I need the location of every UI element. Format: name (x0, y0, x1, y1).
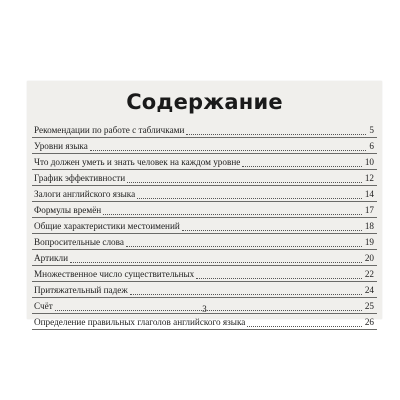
toc-entry-label: Счёт (34, 301, 53, 311)
toc-entry-label: Множественное число существительных (34, 269, 195, 279)
toc-entry (32, 218, 377, 234)
toc-entry-label: Вопросительные слова (34, 237, 124, 247)
toc-entry (32, 154, 377, 170)
toc-entry-label: Общие характеристики местоимений (34, 221, 180, 231)
toc-entry-page: 18 (364, 221, 374, 231)
toc-entry (32, 250, 377, 266)
toc-entry-page: 19 (364, 237, 374, 247)
toc-entry-page: 20 (364, 253, 374, 263)
toc-entry-label: Притяжательный падеж (34, 285, 128, 295)
toc-leader-dots (182, 229, 362, 231)
toc-leader-dots (196, 277, 362, 279)
toc-entry-label: Определение правильных глаголов английского языка (34, 317, 246, 327)
toc-entry-page: 14 (364, 189, 374, 199)
toc-entry (32, 186, 377, 202)
toc-entry (32, 266, 377, 282)
toc-leader-dots (130, 293, 362, 295)
toc-entry-page: 6 (369, 141, 374, 151)
toc-leader-dots (137, 197, 362, 199)
toc-entry (32, 314, 377, 330)
toc-leader-dots (127, 181, 362, 183)
toc-entry (32, 170, 377, 186)
toc-leader-dots (90, 149, 366, 151)
toc-entry-page: 17 (364, 205, 374, 215)
toc-entry-page: 5 (369, 125, 374, 135)
toc-entry-label: График эффективности (34, 173, 126, 183)
toc-entry-label: Формулы времён (34, 205, 102, 215)
toc-leader-dots (126, 245, 362, 247)
toc-leader-dots (103, 213, 362, 215)
toc-entry-label: Уровни языка (34, 141, 88, 151)
toc-leader-dots (186, 133, 366, 135)
toc-entry-label: Рекомендации по работе с табличками (34, 125, 185, 135)
toc-entry-page: 25 (364, 301, 374, 311)
page-number: 3 (202, 304, 207, 314)
toc-entry (32, 282, 377, 298)
toc-entry-label: Залоги английского языка (34, 189, 136, 199)
toc-leader-dots (247, 325, 362, 327)
toc-entry-page: 10 (364, 157, 374, 167)
toc-entry (32, 122, 377, 138)
page-title: Содержание (126, 90, 283, 114)
toc-entry-label: Что должен уметь и знать человек на каждом уровне (34, 157, 241, 167)
toc-entry-label: Артикли (34, 253, 69, 263)
toc-entry-page: 26 (364, 317, 374, 327)
toc-leader-dots (242, 165, 362, 167)
toc-entry-page: 22 (364, 269, 374, 279)
table-of-contents (32, 122, 377, 330)
toc-entry-page: 24 (364, 285, 374, 295)
toc-entry (32, 234, 377, 250)
toc-entry (32, 138, 377, 154)
book-page (27, 81, 382, 327)
toc-entry-page: 12 (364, 173, 374, 183)
toc-leader-dots (70, 261, 362, 263)
toc-entry (32, 202, 377, 218)
